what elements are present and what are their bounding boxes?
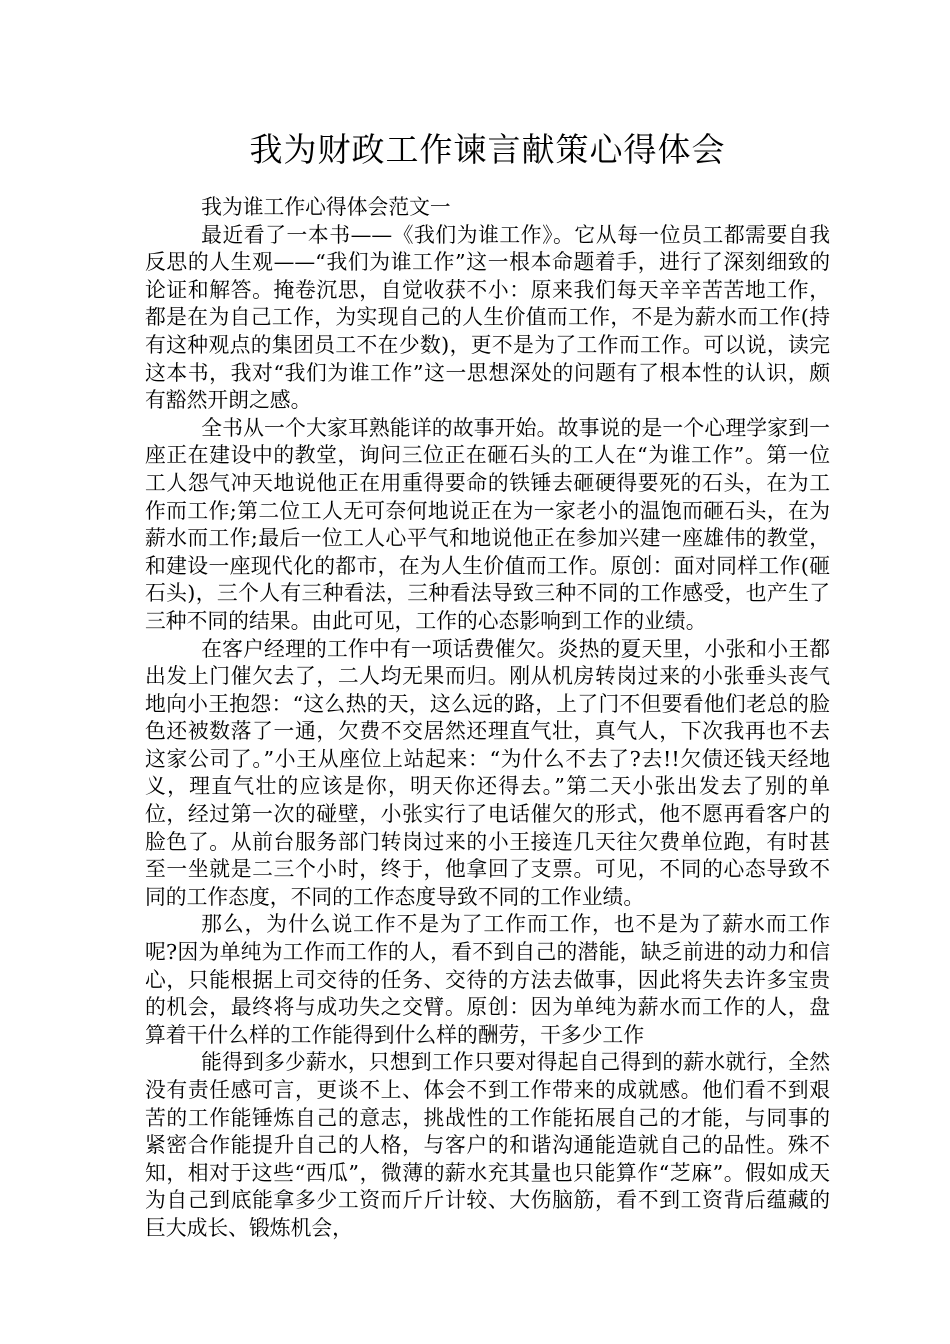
body-paragraph: 最近看了一本书——《我们为谁工作》。它从每一位员工都需要自我反思的人生观——“我们为谁工作”这一根本命题着手，进行了深刻细致的论证和解答。掩卷沉思，自觉收获不小：原来我们每天辛辛苦苦地工作，都是在为自己工作，为实现自己的人生价值而工作，不是为薪水而工作(持有这种观点的集团员工不在少数)，更不是为了工作而工作。可以说，读完这本书，我对“我们为谁工作”这一思想深处的问题有了根本性的认识，颇有豁然开朗之感。 [145, 222, 830, 413]
document-title: 我为财政工作谏言献策心得体会 [249, 130, 726, 169]
section-subtitle: 我为谁工作心得体会范文一 [201, 195, 451, 219]
body-paragraph: 在客户经理的工作中有一项话费催欠。炎热的夏天里，小张和小王都出发上门催欠去了，二人均无果而归。刚从机房转岗过来的小张垂头丧气地向小王抱怨：“这么热的天，这么远的路，上了门不但要看他们老总的脸色还被数落了一通，欠费不交居然还理直气壮，真气人，下次我再也不去这家公司了。”小王从座位上站起来：“为什么不去了?去!!欠债还钱天经地义，理直气壮的应该是你，明天你还得去。”第二天小张出发去了别的单位，经过第一次的碰壁，小张实行了电话催欠的形式，他不愿再看客户的脸色了。从前台服务部门转岗过来的小王接连几天往欠费单位跑，有时甚至一坐就是二三个小时，终于，他拿回了支票。可见，不同的心态导致不同的工作态度，不同的工作态度导致不同的工作业绩。 [145, 636, 830, 909]
document-body [145, 194, 830, 1243]
body-paragraph: 那么，为什么说工作不是为了工作而工作，也不是为了薪水而工作呢?因为单纯为工作而工作的人，看不到自己的潜能，缺乏前进的动力和信心，只能根据上司交待的任务、交待的方法去做事，因此将失去许多宝贵的机会，最终将与成功失之交臂。原创：因为单纯为薪水而工作的人，盘算着干什么样的工作能得到什么样的酬劳，干多少工作 [145, 912, 830, 1047]
document-page [145, 0, 830, 1243]
body-paragraph: 能得到多少薪水，只想到工作只要对得起自己得到的薪水就行，全然没有责任感可言，更谈不上、体会不到工作带来的成就感。他们看不到艰苦的工作能锤炼自己的意志，挑战性的工作能拓展自己的才能，与同事的紧密合作能提升自己的人格，与客户的和谐沟通能造就自己的品性。殊不知，相对于这些“西瓜”，微薄的薪水充其量也只能算作“芝麻”。假如成天为自己到底能拿多少工资而斤斤计较、大伤脑筋，看不到工资背后蕴藏的巨大成长、锻炼机会， [145, 1050, 830, 1240]
body-paragraph: 全书从一个大家耳熟能详的故事开始。故事说的是一个心理学家到一座正在建设中的教堂，询问三位正在砸石头的工人在“为谁工作”。第一位工人怨气冲天地说他正在用重得要命的铁锤去砸硬得要死的石头，在为工作而工作;第二位工人无可奈何地说正在为一家老小的温饱而砸石头，在为薪水而工作;最后一位工人心平气和地说他正在参加兴建一座雄伟的教堂，和建设一座现代化的都市，在为人生价值而工作。原创：面对同样工作(砸石头)，三个人有三种看法，三种看法导致三种不同的工作感受，也产生了三种不同的结果。由此可见，工作的心态影响到工作的业绩。 [145, 415, 830, 633]
